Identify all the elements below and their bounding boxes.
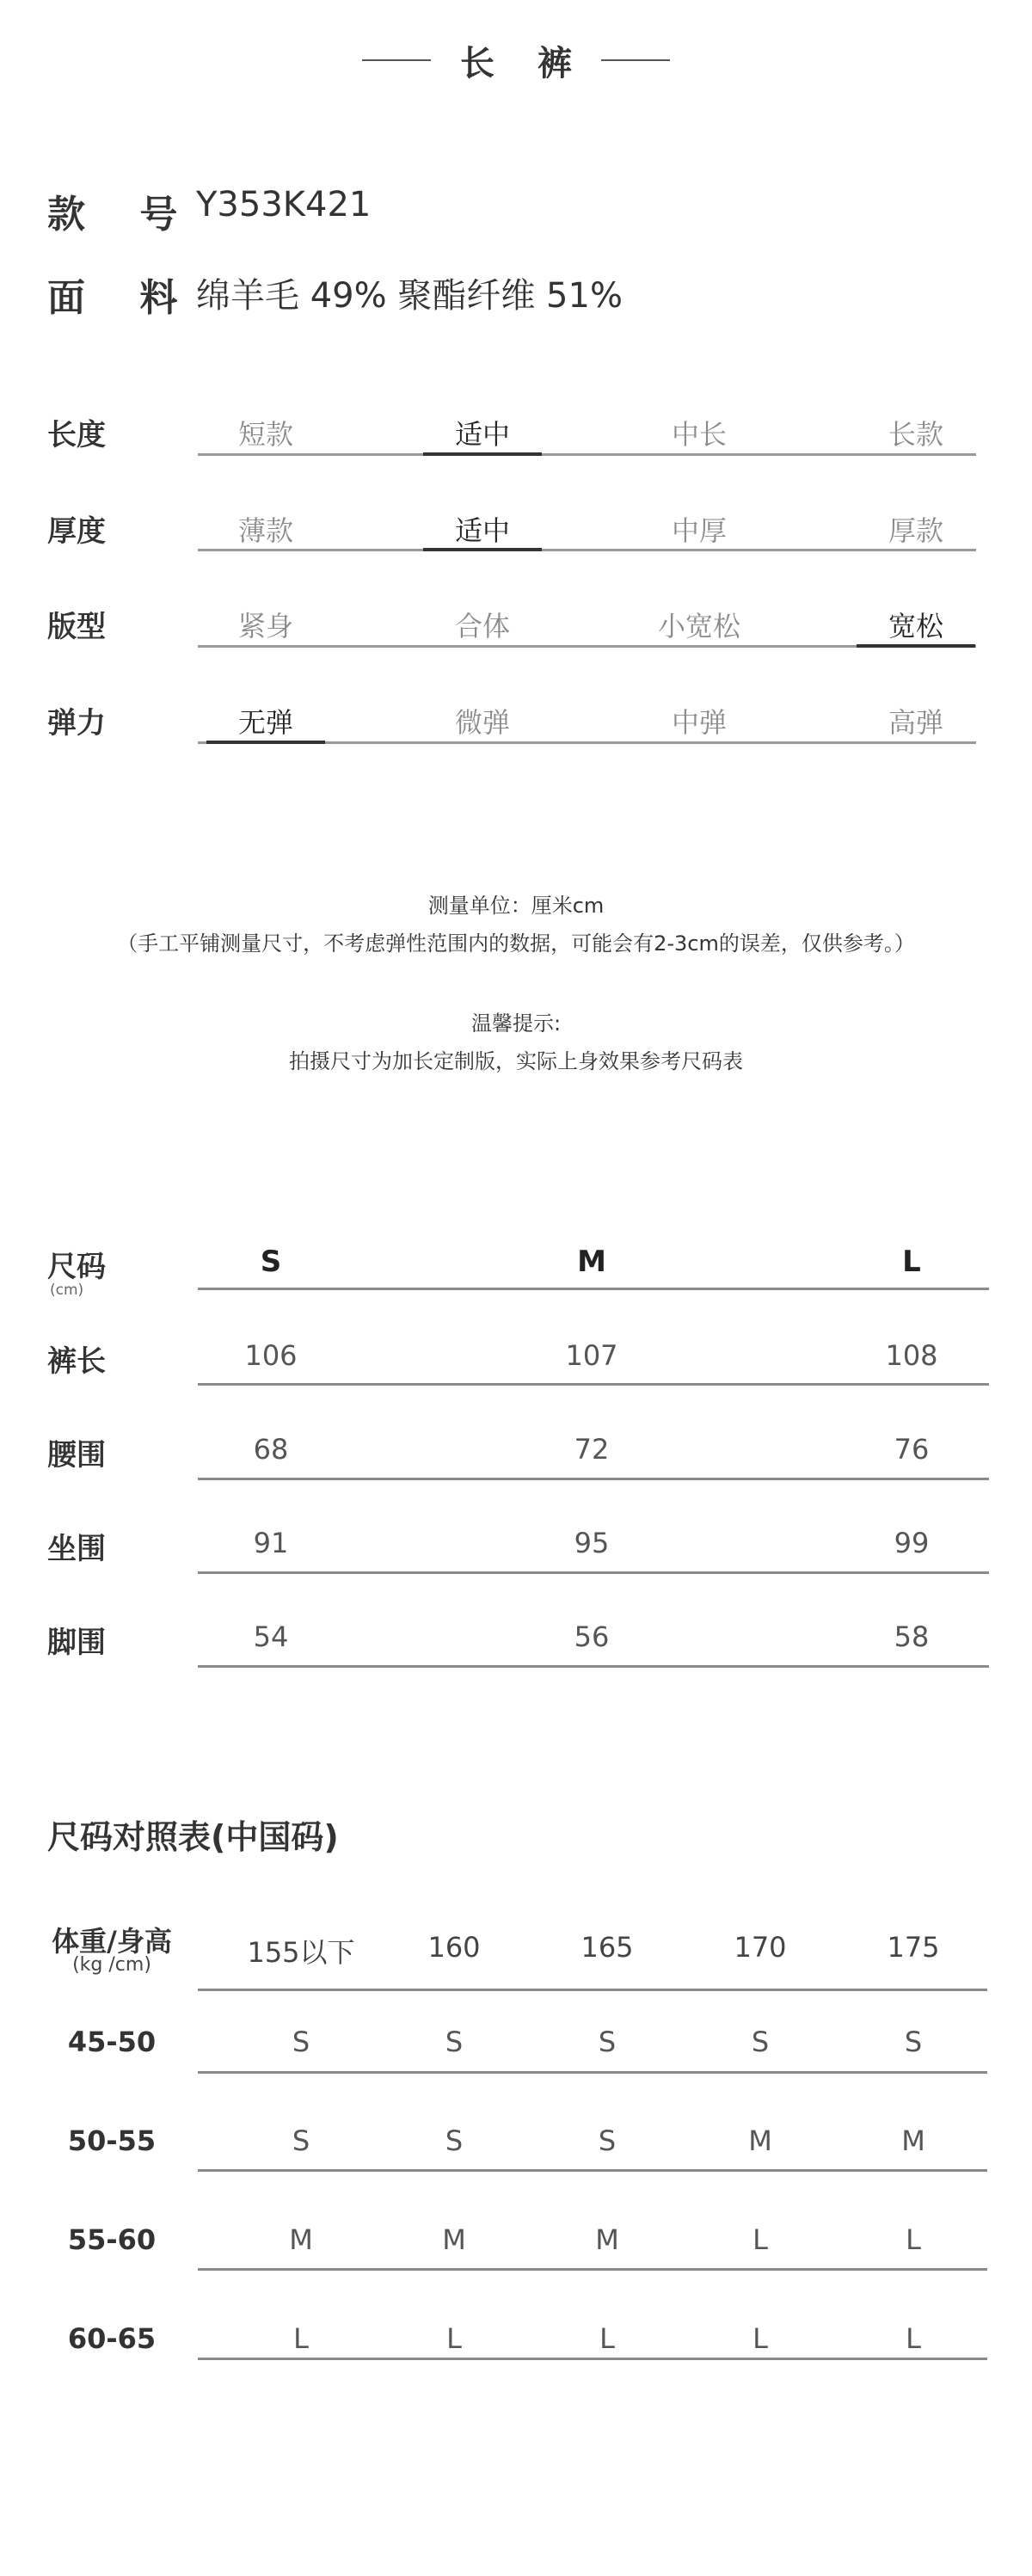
size-chart-cell: L	[752, 2223, 768, 2256]
size-column-header: L	[902, 1245, 921, 1279]
size-column-header: S	[260, 1245, 282, 1279]
attribute-option: 中弹	[671, 706, 727, 739]
size-cell: 58	[894, 1620, 930, 1653]
size-chart-cell: M	[595, 2223, 619, 2256]
fabric-value: 绵羊毛 49% 聚酯纤维 51%	[196, 276, 623, 316]
size-chart-cell: S	[292, 2124, 310, 2157]
attribute-track	[198, 549, 976, 551]
size-cell: 76	[894, 1433, 930, 1466]
size-header-label: 尺码	[47, 1250, 106, 1284]
size-cell: 108	[885, 1339, 938, 1372]
attribute-selected-indicator	[857, 644, 975, 648]
size-row-label: 腰围	[47, 1438, 106, 1472]
weight-row-label: 55-60	[67, 2223, 157, 2256]
size-chart-cell: M	[748, 2124, 772, 2157]
size-column-header: M	[577, 1245, 606, 1279]
weight-row-label: 50-55	[67, 2124, 157, 2157]
size-table-divider	[198, 1665, 989, 1668]
attribute-option: 宽松	[888, 610, 943, 642]
size-chart-cell: M	[901, 2124, 925, 2157]
size-chart-title: 尺码对照表(中国码)	[47, 1818, 339, 1856]
size-chart-cell: S	[751, 2026, 770, 2058]
size-chart-cell: S	[445, 2026, 464, 2058]
page-title-bar	[0, 34, 1032, 86]
size-chart-cell: L	[599, 2322, 615, 2355]
page-title: 长 裤	[460, 43, 587, 83]
size-chart-divider	[198, 2071, 987, 2074]
attribute-selected-indicator	[206, 741, 325, 744]
size-table-divider	[198, 1288, 989, 1290]
size-chart-corner-label: 体重/身高	[52, 1925, 172, 1958]
size-chart-cell: S	[598, 2124, 617, 2157]
size-cell: 95	[574, 1527, 610, 1559]
size-chart-cell: M	[289, 2223, 313, 2256]
attribute-option: 短款	[237, 418, 293, 451]
size-chart-cell: L	[906, 2223, 921, 2256]
height-column-header: 160	[427, 1931, 481, 1964]
attribute-label: 长度	[47, 418, 106, 452]
attribute-label: 厚度	[47, 514, 106, 549]
attribute-option: 中厚	[671, 514, 727, 547]
style-number-label: 款 号	[47, 193, 199, 237]
attribute-option: 中长	[671, 418, 727, 451]
weight-row-label: 60-65	[67, 2322, 157, 2355]
style-number-value: Y353K421	[196, 185, 372, 224]
size-cell: 68	[253, 1433, 289, 1466]
height-column-header: 155以下	[247, 1936, 355, 1969]
size-cell: 91	[253, 1527, 289, 1559]
attribute-option: 紧身	[237, 610, 293, 642]
disclaimer-note: （手工平铺测量尺寸，不考虑弹性范围内的数据，可能会有2-3cm的误差，仅供参考。）	[117, 931, 915, 956]
attribute-track	[198, 453, 976, 456]
tip-text: 拍摄尺寸为加长定制版，实际上身效果参考尺码表	[289, 1049, 743, 1073]
size-chart-cell: L	[906, 2322, 921, 2355]
title-divider-right	[601, 59, 670, 61]
attribute-label: 版型	[47, 610, 106, 644]
size-chart-corner-unit: (kg /cm)	[72, 1954, 151, 1976]
size-row-label: 坐围	[47, 1532, 106, 1566]
size-row-label: 裤长	[47, 1344, 106, 1379]
size-chart-cell: L	[446, 2322, 462, 2355]
size-chart-cell: L	[752, 2322, 768, 2355]
size-row-label: 脚围	[47, 1626, 106, 1660]
attribute-option: 无弹	[237, 706, 293, 739]
weight-row-label: 45-50	[67, 2026, 157, 2058]
attribute-label: 弹力	[47, 706, 106, 741]
size-chart-cell: M	[442, 2223, 466, 2256]
size-chart-divider	[198, 2358, 987, 2360]
size-chart-divider	[198, 2169, 987, 2172]
size-chart-cell: S	[292, 2026, 310, 2058]
size-table-divider	[198, 1571, 989, 1574]
size-table-divider	[198, 1383, 989, 1386]
size-chart-cell: S	[904, 2026, 923, 2058]
attribute-option: 长款	[888, 418, 943, 451]
size-chart-cell: S	[598, 2026, 617, 2058]
height-column-header: 165	[580, 1931, 634, 1964]
attribute-selected-indicator	[423, 452, 542, 456]
height-column-header: 170	[734, 1931, 787, 1964]
size-cell: 72	[574, 1433, 610, 1466]
attribute-option: 适中	[454, 418, 510, 451]
attribute-option: 高弹	[888, 706, 943, 739]
attribute-option: 厚款	[888, 514, 943, 547]
tip-title: 温馨提示:	[470, 1011, 562, 1036]
size-cell: 56	[574, 1620, 610, 1653]
attribute-option: 适中	[454, 514, 510, 547]
size-table-divider	[198, 1478, 989, 1480]
unit-note: 测量单位：厘米cm	[427, 894, 605, 918]
size-header-unit: (cm)	[50, 1282, 84, 1299]
size-cell: 107	[565, 1339, 618, 1372]
size-chart-divider	[198, 2268, 987, 2271]
attribute-option: 合体	[454, 610, 510, 642]
attribute-option: 薄款	[237, 514, 293, 547]
attribute-option: 微弹	[454, 706, 510, 739]
attribute-selected-indicator	[423, 548, 542, 551]
size-cell: 99	[894, 1527, 930, 1559]
fabric-label: 面 料	[47, 276, 199, 320]
size-chart-divider	[198, 1989, 987, 1991]
size-chart-cell: L	[293, 2322, 309, 2355]
attribute-option: 小宽松	[657, 610, 740, 642]
size-cell: 54	[253, 1620, 289, 1653]
size-cell: 106	[244, 1339, 298, 1372]
height-column-header: 175	[887, 1931, 940, 1964]
title-divider-left	[362, 59, 431, 61]
size-chart-cell: S	[445, 2124, 464, 2157]
